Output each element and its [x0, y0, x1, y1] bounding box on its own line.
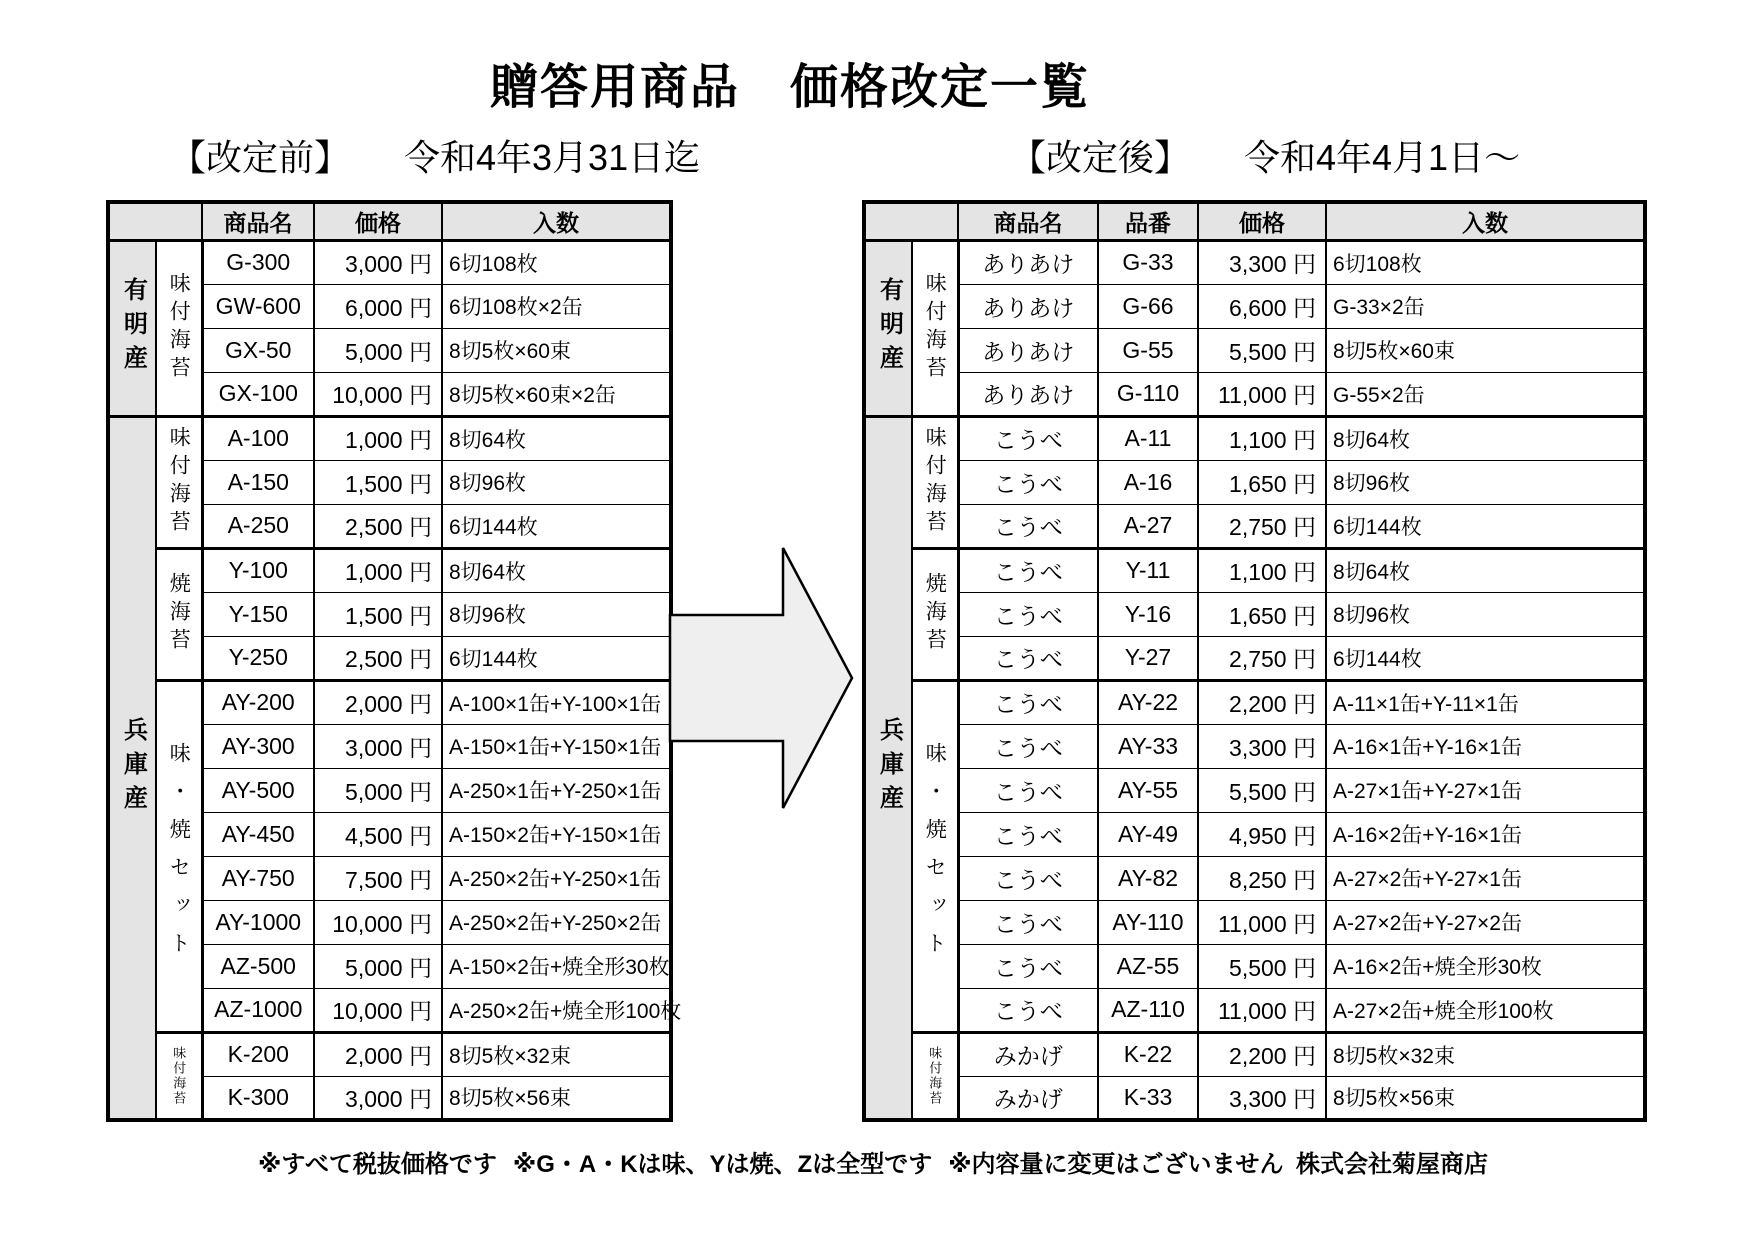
- contents-cell: A-100×1缶+Y-100×1缶: [442, 680, 671, 724]
- name-cell: AY-750: [202, 856, 314, 900]
- category-cell: 味付海苔: [912, 240, 958, 416]
- code-cell: A-27: [1098, 504, 1198, 548]
- category-cell: 味付海苔: [912, 416, 958, 548]
- contents-cell: A-27×2缶+焼全形100枚: [1326, 988, 1645, 1032]
- price-cell: 2,000 円: [314, 1032, 442, 1076]
- price-cell: 7,500 円: [314, 856, 442, 900]
- contents-cell: 6切144枚: [442, 636, 671, 680]
- contents-cell: 6切108枚: [442, 240, 671, 284]
- name-cell: AZ-500: [202, 944, 314, 988]
- contents-cell: 6切108枚: [1326, 240, 1645, 284]
- price-cell: 5,000 円: [314, 328, 442, 372]
- name-cell: Y-250: [202, 636, 314, 680]
- contents-cell: 6切144枚: [1326, 636, 1645, 680]
- table-row: [108, 1032, 671, 1076]
- name-cell: GX-50: [202, 328, 314, 372]
- category-cell: 味付海苔: [156, 240, 202, 416]
- footer-note: ※内容量に変更はございません: [948, 1151, 1284, 1178]
- name-cell: こうべ: [958, 460, 1098, 504]
- table-row: [864, 900, 1645, 944]
- column-header: 価格: [314, 202, 442, 240]
- price-cell: 10,000 円: [314, 372, 442, 416]
- name-cell: こうべ: [958, 944, 1098, 988]
- region-cell: 有明産: [108, 240, 156, 416]
- name-cell: G-300: [202, 240, 314, 284]
- price-cell: 5,500 円: [1198, 768, 1326, 812]
- column-header: 入数: [442, 202, 671, 240]
- table-row: [864, 988, 1645, 1032]
- table-row: [864, 856, 1645, 900]
- contents-cell: A-250×2缶+Y-250×2缶: [442, 900, 671, 944]
- name-cell: AY-500: [202, 768, 314, 812]
- price-cell: 10,000 円: [314, 988, 442, 1032]
- category-cell: 焼海苔: [156, 548, 202, 680]
- contents-cell: 8切5枚×60束: [1326, 328, 1645, 372]
- column-header: 商品名: [202, 202, 314, 240]
- table-row: [864, 284, 1645, 328]
- table-row: [864, 1076, 1645, 1120]
- table-row: [864, 680, 1645, 724]
- contents-cell: A-27×2缶+Y-27×1缶: [1326, 856, 1645, 900]
- price-cell: 10,000 円: [314, 900, 442, 944]
- table-row: [864, 548, 1645, 592]
- price-cell: 5,500 円: [1198, 944, 1326, 988]
- price-cell: 2,750 円: [1198, 504, 1326, 548]
- table-row: [864, 328, 1645, 372]
- table-row: [864, 416, 1645, 460]
- name-cell: こうべ: [958, 856, 1098, 900]
- price-cell: 3,000 円: [314, 240, 442, 284]
- code-cell: AZ-55: [1098, 944, 1198, 988]
- table-row: [864, 372, 1645, 416]
- heading-after-period: 令和4年4月1日〜: [1244, 137, 1521, 178]
- table-row: [864, 1032, 1645, 1076]
- column-header: 品番: [1098, 202, 1198, 240]
- table-row: [864, 724, 1645, 768]
- table-row: [108, 680, 671, 724]
- code-cell: K-33: [1098, 1076, 1198, 1120]
- contents-cell: A-250×2缶+Y-250×1缶: [442, 856, 671, 900]
- contents-cell: 8切96枚: [442, 592, 671, 636]
- price-cell: 2,750 円: [1198, 636, 1326, 680]
- price-cell: 2,500 円: [314, 636, 442, 680]
- contents-cell: 8切5枚×32束: [442, 1032, 671, 1076]
- name-cell: Y-150: [202, 592, 314, 636]
- table-row: [864, 460, 1645, 504]
- contents-cell: A-16×2缶+焼全形30枚: [1326, 944, 1645, 988]
- price-cell: 4,500 円: [314, 812, 442, 856]
- price-cell: 3,300 円: [1198, 240, 1326, 284]
- name-cell: こうべ: [958, 592, 1098, 636]
- name-cell: ありあけ: [958, 240, 1098, 284]
- column-header: 価格: [1198, 202, 1326, 240]
- price-cell: 8,250 円: [1198, 856, 1326, 900]
- name-cell: AY-450: [202, 812, 314, 856]
- name-cell: こうべ: [958, 900, 1098, 944]
- section-heading-before: [170, 130, 700, 181]
- price-cell: 1,500 円: [314, 592, 442, 636]
- name-cell: ありあけ: [958, 372, 1098, 416]
- code-cell: Y-27: [1098, 636, 1198, 680]
- category-cell: 味・焼セット: [156, 680, 202, 1032]
- code-cell: AY-49: [1098, 812, 1198, 856]
- name-cell: K-300: [202, 1076, 314, 1120]
- code-cell: G-110: [1098, 372, 1198, 416]
- code-cell: AZ-110: [1098, 988, 1198, 1032]
- contents-cell: A-150×2缶+焼全形30枚: [442, 944, 671, 988]
- code-cell: G-33: [1098, 240, 1198, 284]
- code-cell: Y-16: [1098, 592, 1198, 636]
- contents-cell: 8切96枚: [442, 460, 671, 504]
- price-cell: 1,000 円: [314, 416, 442, 460]
- table-row: [864, 636, 1645, 680]
- region-cell: 兵庫産: [864, 416, 912, 1120]
- table-row: [108, 416, 671, 460]
- price-cell: 2,000 円: [314, 680, 442, 724]
- heading-after-label: 【改定後】: [1010, 137, 1191, 178]
- price-cell: 1,100 円: [1198, 548, 1326, 592]
- footer-note: ※G・A・Kは味、Yは焼、Zは全型です: [512, 1151, 933, 1178]
- price-cell: 1,650 円: [1198, 460, 1326, 504]
- code-cell: Y-11: [1098, 548, 1198, 592]
- category-cell: 味・焼セット: [912, 680, 958, 1032]
- table-row: [864, 944, 1645, 988]
- name-cell: ありあけ: [958, 328, 1098, 372]
- right-arrow-icon: [655, 528, 865, 828]
- footer-notes: [258, 1144, 1284, 1179]
- name-cell: AY-1000: [202, 900, 314, 944]
- price-cell: 3,000 円: [314, 1076, 442, 1120]
- code-cell: AY-33: [1098, 724, 1198, 768]
- contents-cell: 8切64枚: [442, 416, 671, 460]
- name-cell: ありあけ: [958, 284, 1098, 328]
- name-cell: GX-100: [202, 372, 314, 416]
- name-cell: A-100: [202, 416, 314, 460]
- table-row: [108, 240, 671, 284]
- table-row: [864, 504, 1645, 548]
- name-cell: みかげ: [958, 1076, 1098, 1120]
- contents-cell: A-16×2缶+Y-16×1缶: [1326, 812, 1645, 856]
- price-cell: 11,000 円: [1198, 988, 1326, 1032]
- contents-cell: A-27×2缶+Y-27×2缶: [1326, 900, 1645, 944]
- column-header: 商品名: [958, 202, 1098, 240]
- contents-cell: A-250×2缶+焼全形100枚: [442, 988, 671, 1032]
- category-cell: 味付海苔: [156, 416, 202, 548]
- contents-cell: A-27×1缶+Y-27×1缶: [1326, 768, 1645, 812]
- section-heading-after: [1010, 130, 1520, 181]
- table-row: [864, 240, 1645, 284]
- price-cell: 1,500 円: [314, 460, 442, 504]
- contents-cell: G-33×2缶: [1326, 284, 1645, 328]
- contents-cell: 8切5枚×56束: [1326, 1076, 1645, 1120]
- code-cell: AY-22: [1098, 680, 1198, 724]
- contents-cell: 6切144枚: [1326, 504, 1645, 548]
- name-cell: こうべ: [958, 724, 1098, 768]
- column-header: 入数: [1326, 202, 1645, 240]
- region-cell: 兵庫産: [108, 416, 156, 1120]
- contents-cell: 8切5枚×32束: [1326, 1032, 1645, 1076]
- price-cell: 2,200 円: [1198, 1032, 1326, 1076]
- price-cell: 11,000 円: [1198, 372, 1326, 416]
- corner-cell: [108, 202, 202, 240]
- table-row: [864, 592, 1645, 636]
- code-cell: A-11: [1098, 416, 1198, 460]
- heading-before-period: 令和4年3月31日迄: [404, 137, 701, 178]
- price-cell: 6,600 円: [1198, 284, 1326, 328]
- name-cell: K-200: [202, 1032, 314, 1076]
- contents-cell: A-11×1缶+Y-11×1缶: [1326, 680, 1645, 724]
- table-row: [108, 548, 671, 592]
- contents-cell: A-16×1缶+Y-16×1缶: [1326, 724, 1645, 768]
- corner-cell: [864, 202, 958, 240]
- price-cell: 5,000 円: [314, 944, 442, 988]
- name-cell: こうべ: [958, 812, 1098, 856]
- code-cell: A-16: [1098, 460, 1198, 504]
- table-row: [864, 812, 1645, 856]
- name-cell: Y-100: [202, 548, 314, 592]
- page-title: 贈答用商品 価格改定一覧: [489, 61, 1090, 114]
- name-cell: こうべ: [958, 636, 1098, 680]
- heading-before-label: 【改定前】: [170, 137, 351, 178]
- price-cell: 3,300 円: [1198, 1076, 1326, 1120]
- contents-cell: 8切64枚: [442, 548, 671, 592]
- name-cell: こうべ: [958, 680, 1098, 724]
- price-cell: 2,500 円: [314, 504, 442, 548]
- code-cell: G-66: [1098, 284, 1198, 328]
- price-cell: 5,000 円: [314, 768, 442, 812]
- code-cell: AY-110: [1098, 900, 1198, 944]
- name-cell: みかげ: [958, 1032, 1098, 1076]
- name-cell: AY-200: [202, 680, 314, 724]
- category-cell: 味付海苔: [156, 1032, 202, 1120]
- name-cell: こうべ: [958, 504, 1098, 548]
- price-cell: 1,650 円: [1198, 592, 1326, 636]
- contents-cell: 8切64枚: [1326, 548, 1645, 592]
- contents-cell: 8切64枚: [1326, 416, 1645, 460]
- price-cell: 3,000 円: [314, 724, 442, 768]
- contents-cell: A-150×1缶+Y-150×1缶: [442, 724, 671, 768]
- footer-note: ※すべて税抜価格です: [258, 1151, 497, 1178]
- code-cell: AY-55: [1098, 768, 1198, 812]
- price-cell: 11,000 円: [1198, 900, 1326, 944]
- contents-cell: 8切5枚×60束×2缶: [442, 372, 671, 416]
- price-cell: 2,200 円: [1198, 680, 1326, 724]
- category-cell: 味付海苔: [912, 1032, 958, 1120]
- name-cell: A-250: [202, 504, 314, 548]
- price-cell: 3,300 円: [1198, 724, 1326, 768]
- price-cell: 4,950 円: [1198, 812, 1326, 856]
- contents-cell: A-150×2缶+Y-150×1缶: [442, 812, 671, 856]
- name-cell: GW-600: [202, 284, 314, 328]
- price-table-before: [106, 200, 682, 1122]
- contents-cell: 6切108枚×2缶: [442, 284, 671, 328]
- name-cell: AY-300: [202, 724, 314, 768]
- footer-company: 株式会社菊屋商店: [1296, 1151, 1488, 1178]
- contents-cell: 8切5枚×60束: [442, 328, 671, 372]
- contents-cell: A-250×1缶+Y-250×1缶: [442, 768, 671, 812]
- name-cell: こうべ: [958, 548, 1098, 592]
- contents-cell: 8切5枚×56束: [442, 1076, 671, 1120]
- name-cell: こうべ: [958, 988, 1098, 1032]
- name-cell: A-150: [202, 460, 314, 504]
- category-cell: 焼海苔: [912, 548, 958, 680]
- price-cell: 1,000 円: [314, 548, 442, 592]
- price-cell: 6,000 円: [314, 284, 442, 328]
- price-cell: 5,500 円: [1198, 328, 1326, 372]
- contents-cell: G-55×2缶: [1326, 372, 1645, 416]
- contents-cell: 6切144枚: [442, 504, 671, 548]
- table-row: [864, 768, 1645, 812]
- region-cell: 有明産: [864, 240, 912, 416]
- name-cell: こうべ: [958, 768, 1098, 812]
- price-cell: 1,100 円: [1198, 416, 1326, 460]
- code-cell: AY-82: [1098, 856, 1198, 900]
- contents-cell: 8切96枚: [1326, 592, 1645, 636]
- price-table-after: [862, 200, 1647, 1122]
- name-cell: AZ-1000: [202, 988, 314, 1032]
- code-cell: G-55: [1098, 328, 1198, 372]
- contents-cell: 8切96枚: [1326, 460, 1645, 504]
- code-cell: K-22: [1098, 1032, 1198, 1076]
- name-cell: こうべ: [958, 416, 1098, 460]
